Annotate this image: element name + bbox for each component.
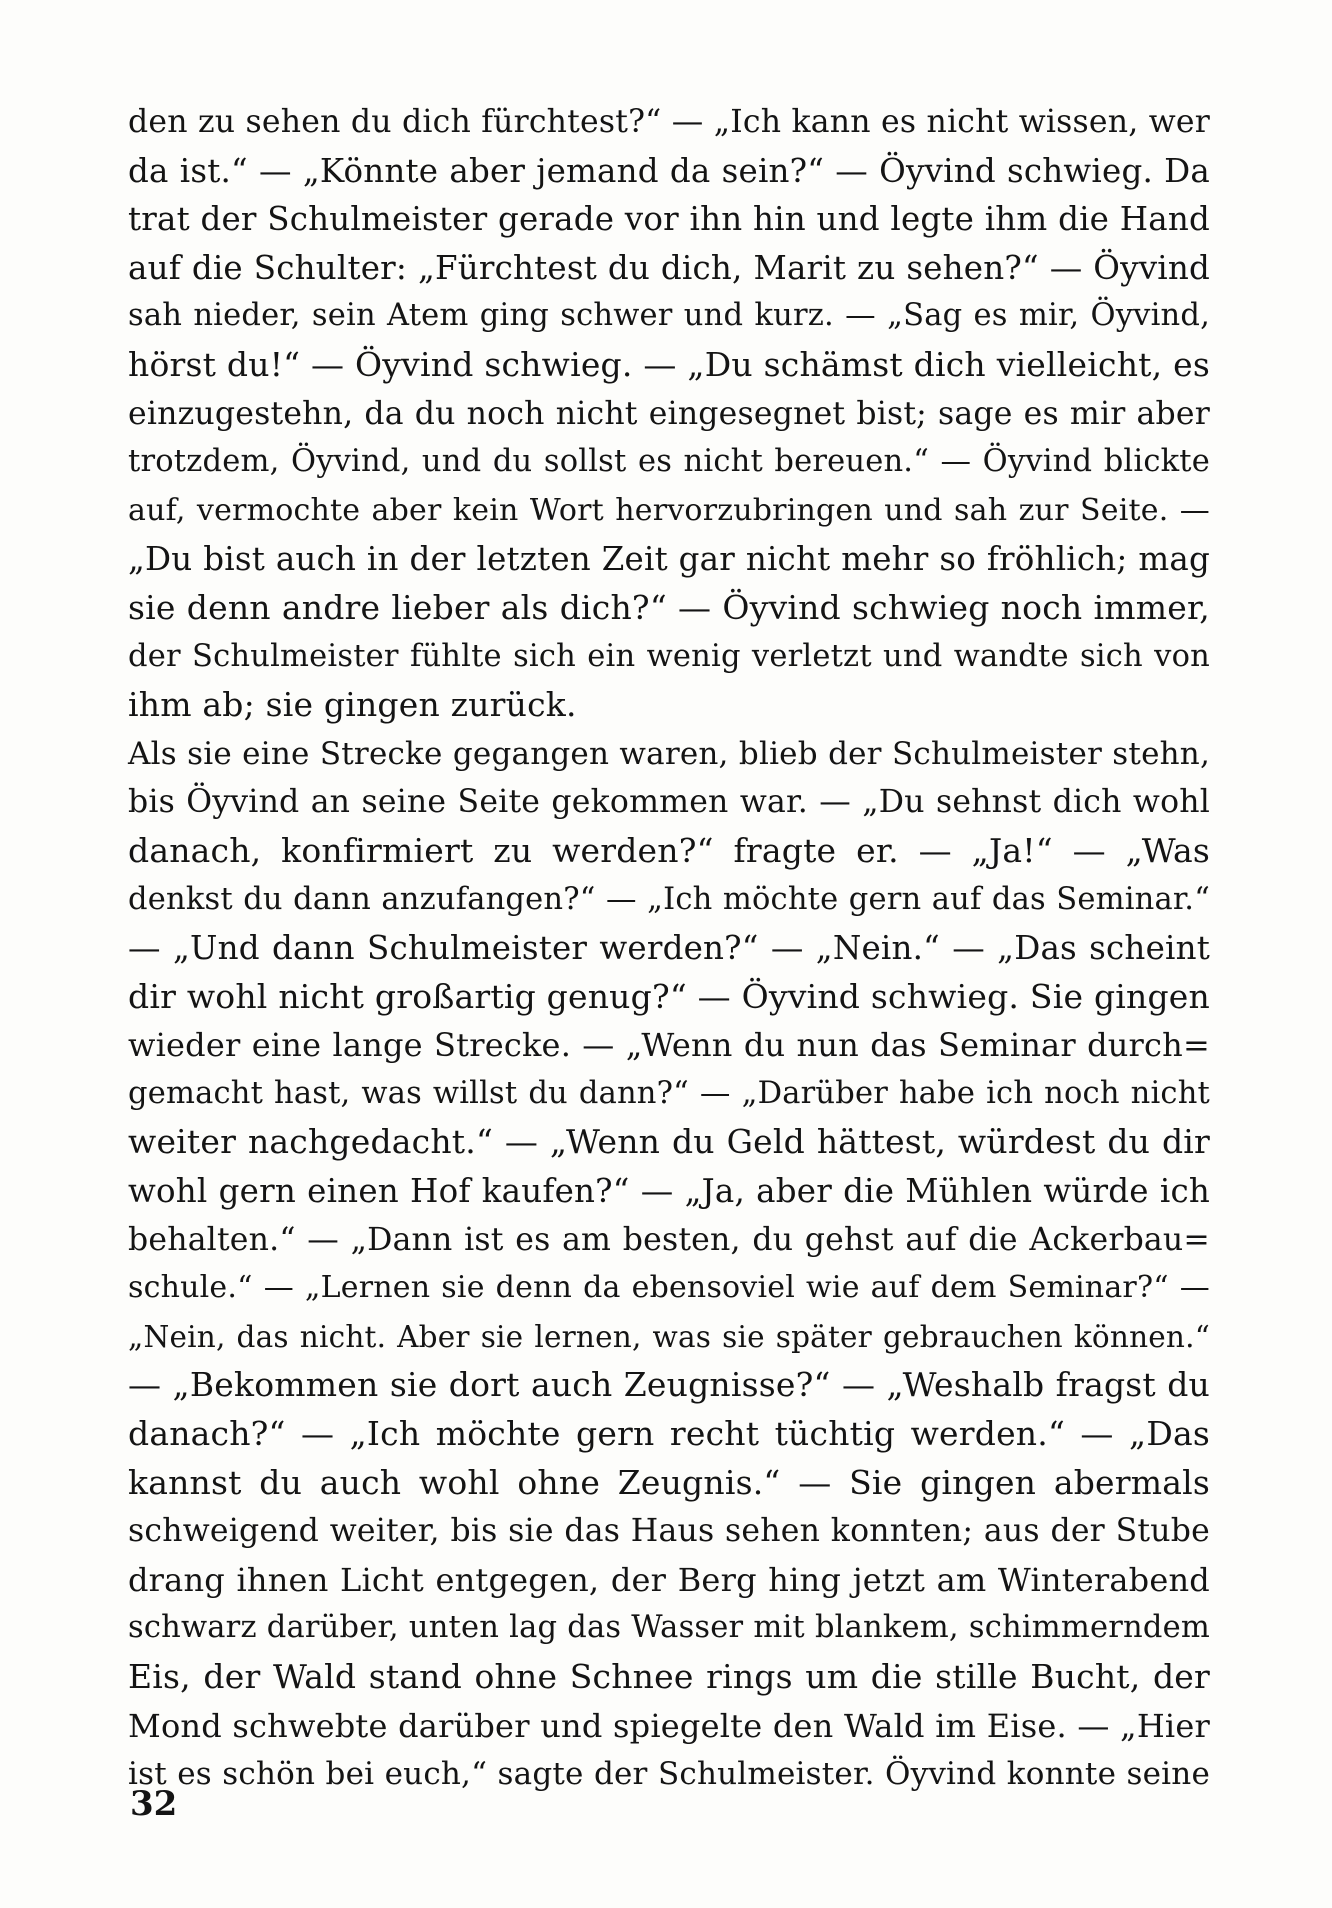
text-line-35: ist es schön bei euch,“ sagte der Schulmeister. Öyvind konnte seine xyxy=(128,1756,1210,1793)
text-line-14: Als sie eine Strecke gegangen waren, blieb der Schulmeister stehn, xyxy=(128,735,1210,772)
text-line-18: — „Und dann Schulmeister werden?“ — „Nein.“ — „Das scheint xyxy=(128,929,1210,968)
text-line-28: danach?“ — „Ich möchte gern recht tüchtig werden.“ — „Das xyxy=(128,1414,1210,1454)
text-line-4: auf die Schulter: „Fürchtest du dich, Marit zu sehen?“ — Öyvind xyxy=(128,248,1210,287)
text-line-20: wieder eine lange Strecke. — „Wenn du nun das Seminar durch= xyxy=(128,1026,1210,1065)
text-line-3: trat der Schulmeister gerade vor ihn hin und legte ihm die Hand xyxy=(128,200,1210,239)
text-line-19: dir wohl nicht großartig genug?“ — Öyvind schwieg. Sie gingen xyxy=(128,976,1210,1016)
text-line-21: gemacht hast, was willst du dann?“ — „Darüber habe ich noch nicht xyxy=(128,1075,1210,1111)
text-line-9: auf, vermochte aber kein Wort hervorzubringen und sah zur Seite. — xyxy=(128,492,1210,528)
text-line-23: wohl gern einen Hof kaufen?“ — „Ja, aber die Mühlen würde ich xyxy=(128,1172,1210,1211)
text-line-10: „Du bist auch in der letzten Zeit gar nicht mehr so fröhlich; mag xyxy=(128,540,1210,579)
text-line-5: sah nieder, sein Atem ging schwer und kurz. — „Sag es mir, Öyvind, xyxy=(128,298,1210,334)
text-line-26: „Nein, das nicht. Aber sie lernen, was sie später gebrauchen können.“ xyxy=(128,1319,1210,1354)
text-line-7: einzugestehn, da du noch nicht eingesegnet bist; sage es mir aber xyxy=(128,395,1210,432)
text-line-27: — „Bekommen sie dort auch Zeugnisse?“ — „Weshalb fragst du xyxy=(128,1365,1210,1405)
text-line-8: trotzdem, Öyvind, und du sollst es nicht bereuen.“ — Öyvind blickte xyxy=(128,444,1210,480)
text-line-22: weiter nachgedacht.“ — „Wenn du Geld hättest, würdest du dir xyxy=(128,1122,1210,1162)
text-line-34: Mond schwebte darüber und spiegelte den Wald im Eise. — „Hier xyxy=(128,1706,1210,1745)
text-line-13: ihm ab; sie gingen zurück. xyxy=(128,685,577,725)
text-line-2: da ist.“ — „Könnte aber jemand da sein?“ — Öyvind schwieg. Da xyxy=(128,151,1210,190)
text-line-15: bis Öyvind an seine Seite gekommen war. — „Du sehnst dich wohl xyxy=(128,784,1210,821)
page-number: 32 xyxy=(130,1784,178,1824)
text-line-29: kannst du auch wohl ohne Zeugnis.“ — Sie gingen abermals xyxy=(128,1462,1210,1502)
text-line-25: schule.“ — „Lernen sie denn da ebensoviel wie auf dem Seminar?“ — xyxy=(128,1270,1210,1306)
text-line-12: der Schulmeister fühlte sich ein wenig verletzt und wandte sich von xyxy=(128,638,1210,674)
text-line-30: schweigend weiter, bis sie das Haus sehen konnten; aus der Stube xyxy=(128,1513,1210,1550)
text-line-32: schwarz darüber, unten lag das Wasser mit blankem, schimmerndem xyxy=(128,1610,1210,1646)
text-line-16: danach, konfirmiert zu werden?“ fragte er. — „Ja!“ — „Was xyxy=(128,830,1210,870)
text-line-24: behalten.“ — „Dann ist es am besten, du gehst auf die Ackerbau= xyxy=(128,1221,1210,1258)
text-line-31: drang ihnen Licht entgegen, der Berg hing jetzt am Winterabend xyxy=(128,1560,1210,1599)
text-line-1: den zu sehen du dich fürchtest?“ — „Ich kann es nicht wissen, wer xyxy=(128,104,1210,140)
text-line-17: denkst du dann anzufangen?“ — „Ich möchte gern auf das Seminar.“ xyxy=(128,881,1210,917)
text-line-6: hörst du!“ — Öyvind schwieg. — „Du schämst dich vielleicht, es xyxy=(128,344,1210,384)
text-line-33: Eis, der Wald stand ohne Schnee rings um die stille Bucht, der xyxy=(128,1657,1210,1696)
text-line-11: sie denn andre lieber als dich?“ — Öyvind schwieg noch immer, xyxy=(128,587,1210,627)
body-text xyxy=(128,98,1210,1799)
